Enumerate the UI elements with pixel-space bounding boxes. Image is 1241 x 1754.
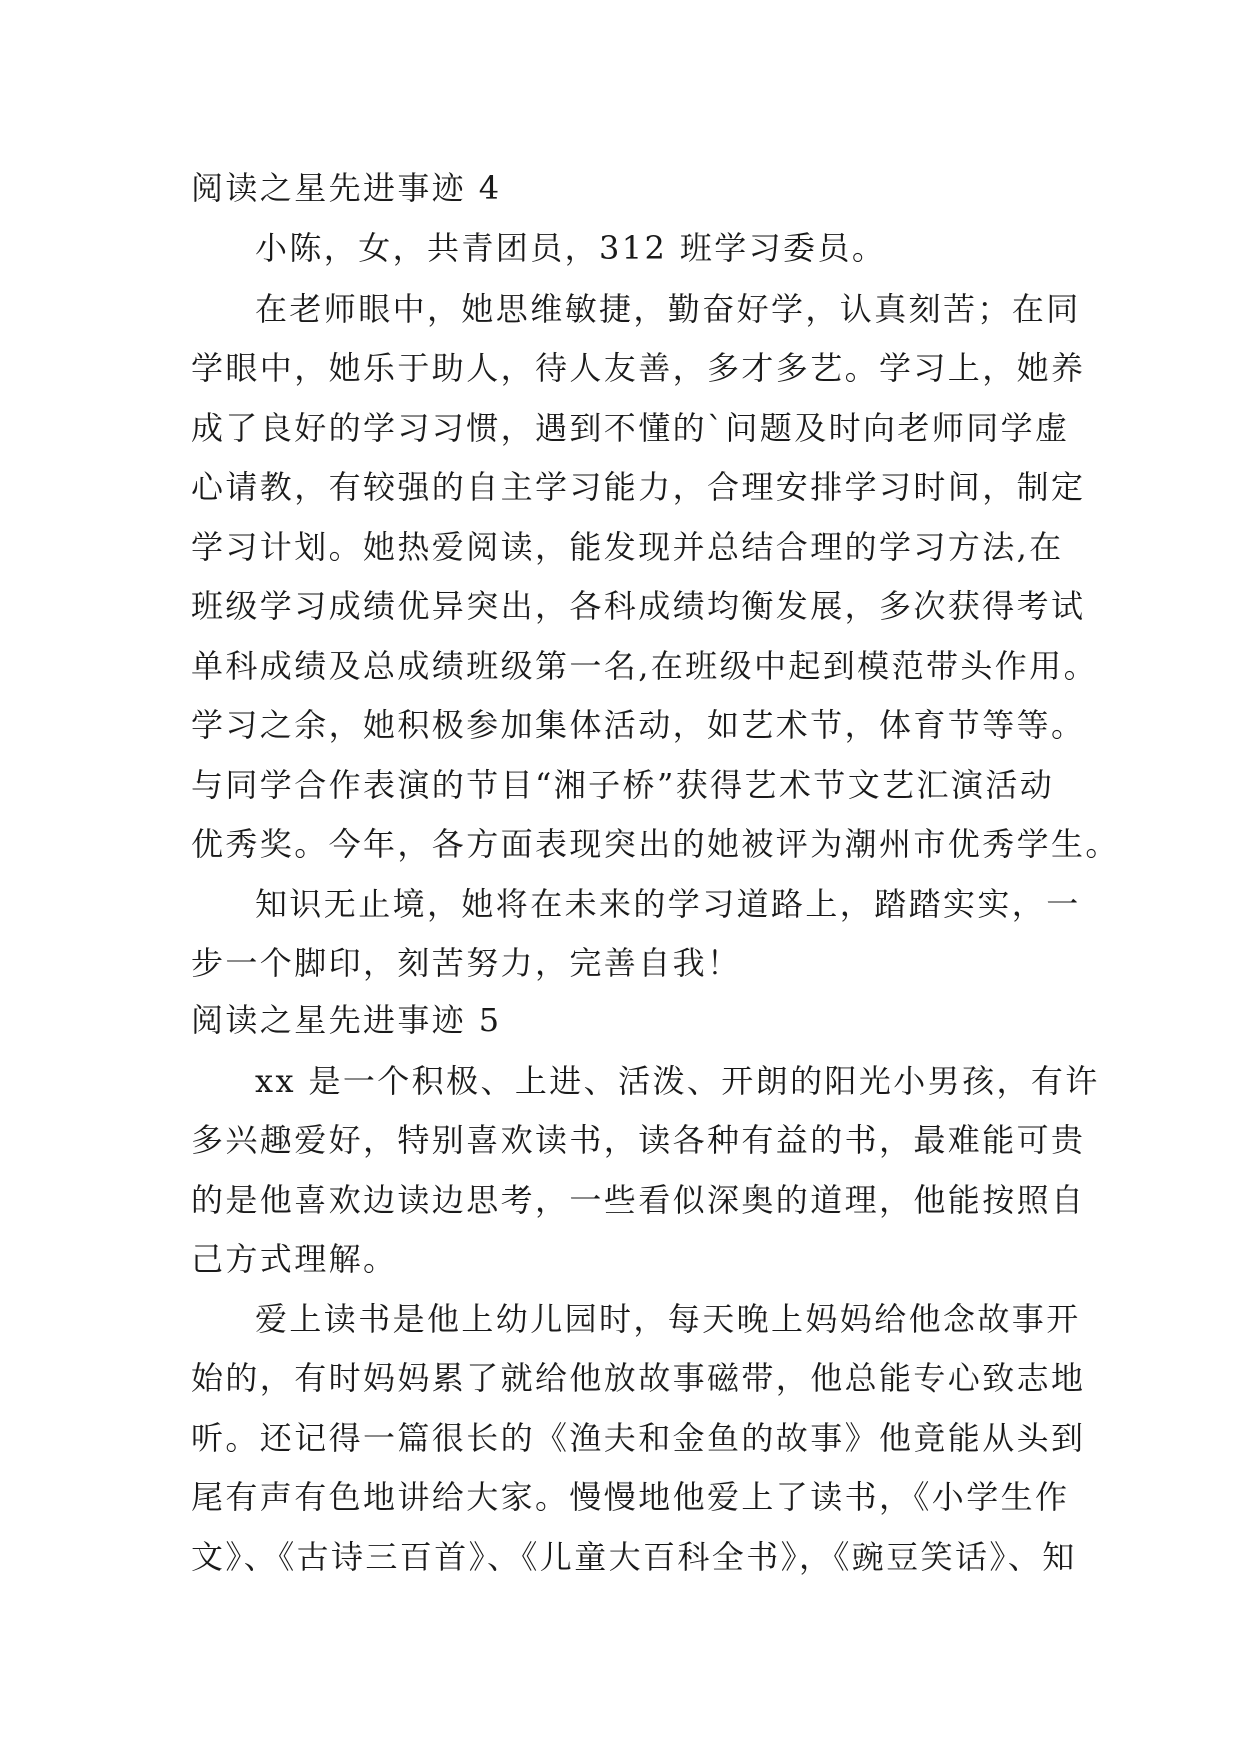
paragraph-line: 班级学习成绩优异突出，各科成绩均衡发展，多次获得考试 bbox=[191, 587, 1086, 625]
paragraph-line: 尾有声有色地讲给大家。慢慢地他爱上了读书，《小学生作 bbox=[191, 1478, 1070, 1516]
paragraph-line: 与同学合作表演的节目“湘子桥”获得艺术节文艺汇演活动 bbox=[191, 766, 1055, 804]
paragraph-line: 在老师眼中，她思维敏捷，勤奋好学，认真刻苦；在同 bbox=[255, 290, 1081, 328]
paragraph-line: 文》、《古诗三百首》、《儿童大百科全书》，《豌豆笑话》、知 bbox=[191, 1538, 1077, 1576]
intro-line: 小陈，女，共青团员，312 班学习委员。 bbox=[255, 229, 887, 267]
paragraph-line: 的是他喜欢边读边思考，一些看似深奥的道理，他能按照自 bbox=[191, 1181, 1086, 1219]
paragraph-line: 学眼中，她乐于助人，待人友善，多才多艺。学习上，她养 bbox=[191, 349, 1086, 387]
paragraph-line: 知识无止境，她将在未来的学习道路上，踏踏实实，一 bbox=[255, 885, 1081, 923]
paragraph-line: 心请教，有较强的自主学习能力，合理安排学习时间，制定 bbox=[191, 468, 1086, 506]
paragraph-line: 始的，有时妈妈累了就给他放故事磁带，他总能专心致志地 bbox=[191, 1359, 1086, 1397]
section-heading: 阅读之星先进事迹 4 bbox=[191, 169, 502, 207]
paragraph-line: 学习计划。她热爱阅读，能发现并总结合理的学习方法,在 bbox=[191, 528, 1064, 566]
paragraph-line: 优秀奖。今年，各方面表现突出的她被评为潮州市优秀学生。 bbox=[191, 825, 1120, 863]
section-heading: 阅读之星先进事迹 5 bbox=[191, 1001, 502, 1039]
paragraph-line: 多兴趣爱好，特别喜欢读书，读各种有益的书，最难能可贵 bbox=[191, 1121, 1086, 1159]
paragraph-line: 成了良好的学习习惯，遇到不懂的`问题及时向老师同学虚 bbox=[191, 409, 1070, 447]
paragraph-line: 己方式理解。 bbox=[191, 1240, 398, 1278]
paragraph-line: 爱上读书是他上幼儿园时，每天晚上妈妈给他念故事开 bbox=[255, 1300, 1081, 1338]
paragraph-line: 听。还记得一篇很长的《渔夫和金鱼的故事》他竟能从头到 bbox=[191, 1419, 1086, 1457]
paragraph-line: 学习之余，她积极参加集体活动，如艺术节，体育节等等。 bbox=[191, 706, 1086, 744]
paragraph-line: 单科成绩及总成绩班级第一名,在班级中起到模范带头作用。 bbox=[191, 647, 1098, 685]
paragraph-line: xx 是一个积极、上进、活泼、开朗的阳光小男孩，有许 bbox=[255, 1062, 1100, 1100]
paragraph-line: 步一个脚印，刻苦努力，完善自我！ bbox=[191, 944, 742, 982]
